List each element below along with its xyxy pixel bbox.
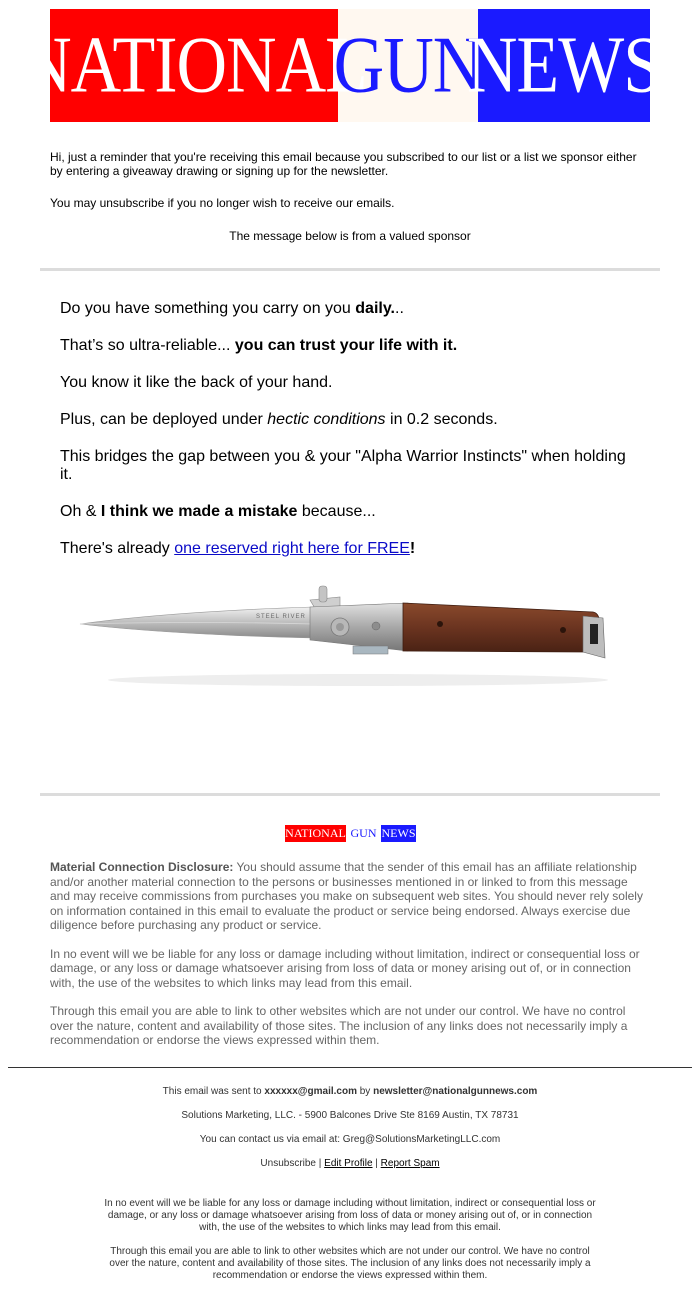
paragraph: There's already one reserved right here for FREE!: [60, 540, 416, 557]
material-connection-disclosure: Material Connection Disclosure: You should assume that the sender of this email has an affiliate relationship and/or another material connection to the persons or businesses mentioned in or linked to from this message and may receive commissions from purchases you make on subsequent web sites. You should never rely solely on information contained in this email to evaluate the product or service being endorsed. Always exercise due diligence before purchasing any product or service.: [50, 860, 643, 932]
mini-logo-national: NATIONAL: [285, 826, 346, 840]
free-offer-link[interactable]: one reserved right here for FREE: [174, 540, 410, 557]
sponsor-line: The message below is from a valued sponsor: [229, 229, 471, 243]
paragraph: Plus, can be deployed under hectic conditions in 0.2 seconds.: [60, 411, 498, 428]
sponsor-message: [60, 300, 640, 577]
knife-illustration: [78, 580, 623, 690]
sent-to-line: This email was sent to xxxxxx@gmail.com by newsletter@nationalgunnews.com: [162, 1086, 538, 1097]
header-banner: [21, 9, 662, 122]
paragraph: You know it like the back of your hand.: [60, 374, 333, 391]
logo-gun: GUN: [338, 9, 478, 122]
knife-image[interactable]: [78, 580, 623, 690]
divider: [8, 1067, 692, 1068]
report-spam-link[interactable]: Report Spam: [380, 1158, 440, 1169]
paragraph: Do you have something you carry on you daily...: [60, 300, 404, 317]
company-address: Solutions Marketing, LLC. - 5900 Balcones Drive Ste 8169 Austin, TX 78731: [181, 1110, 519, 1121]
fine-print: [100, 1198, 600, 1282]
subscription-reminder: Hi, just a reminder that you're receiving this email because you subscribed to our list or a list we sponsor either by entering a giveaway drawing or signing up for the newsletter.: [50, 150, 637, 178]
paragraph: This bridges the gap between you & your "Alpha Warrior Instincts" when holding it.: [60, 448, 626, 483]
footer-logo: [285, 825, 416, 842]
paragraph: Oh & I think we made a mistake because...: [60, 503, 376, 520]
external-links-disclaimer: Through this email you are able to link to other websites which are not under our control. We have no control over the nature, content and availability of those sites. The inclusion of any links does not necessarily imply a recommendation or endorse the views expressed within them.: [50, 1004, 628, 1047]
logo-news: NEWS: [478, 9, 650, 122]
divider: [40, 268, 660, 271]
logo-national: NATIONAL: [50, 9, 338, 122]
unsubscribe-note: You may unsubscribe if you no longer wish to receive our emails.: [50, 196, 395, 210]
paragraph: That’s so ultra-reliable... you can trust your life with it.: [60, 337, 458, 354]
disclosure-section: [50, 860, 650, 1062]
liability-disclaimer: In no event will we be liable for any loss or damage including without limitation, indirect or consequential loss or damage, or any loss or damage whatsoever arising from loss of data or money arising out of, or in connection with, the use of the websites to which links may lead from this email.: [50, 946, 640, 990]
fine-links: Through this email you are able to link to other websites which are not under our control. We have no control over the nature, content and availability of those sites. The inclusion of any links does not necessarily imply a recommendation or endorse the views expressed within them.: [109, 1246, 591, 1281]
fine-liability: In no event will we be liable for any loss or damage including without limitation, indirect or consequential loss or damage, or any loss or damage whatsoever arising from loss of data or money arising out of, or in connection with, the use of the websites to which links may lead from this email.: [104, 1198, 596, 1233]
footer-links: Unsubscribe | Edit Profile | Report Spam: [260, 1158, 440, 1169]
mini-logo-news: NEWS: [381, 826, 416, 840]
unsubscribe-link[interactable]: Unsubscribe: [260, 1158, 316, 1169]
divider: [40, 793, 660, 796]
contact-line: You can contact us via email at: Greg@SolutionsMarketingLLC.com: [199, 1134, 501, 1145]
knife-brand-label: STEEL RIVER: [256, 614, 306, 620]
email-footer: [100, 1086, 600, 1294]
mini-logo-gun: GUN: [346, 825, 381, 842]
edit-profile-link[interactable]: Edit Profile: [324, 1158, 373, 1169]
